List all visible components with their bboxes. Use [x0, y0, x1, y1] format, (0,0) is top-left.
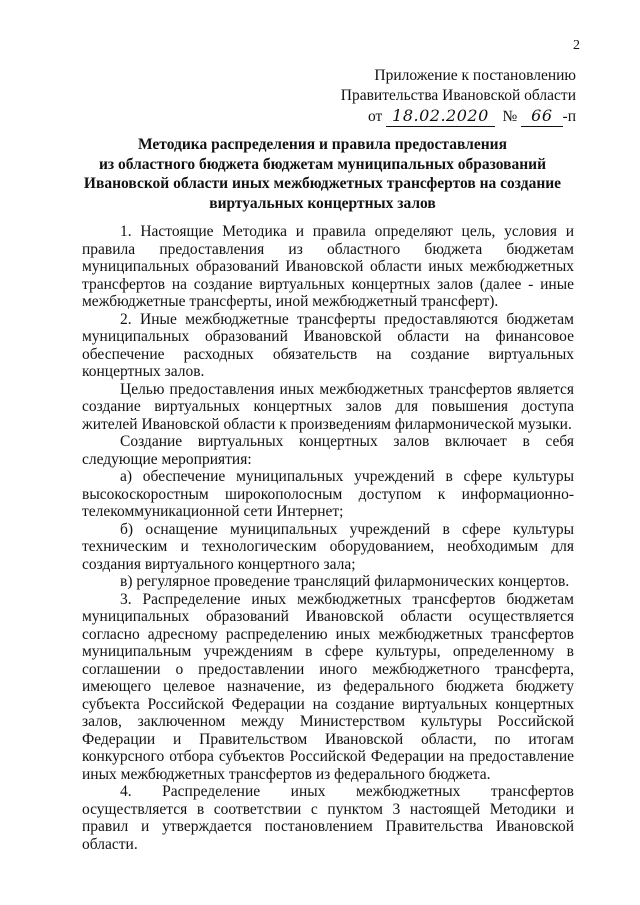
paragraph: 3. Распределение иных межбюджетных трансфертов бюджетам муниципальных образований Ивановской области осуществляется согласно адресному распределению иных межбюджетных трансфертов муниципальным учреждениям в сфере культуры, определенному в соглашении о предоставлении иного межбюджетного трансферта, имеющего целевое назначение, из федерального бюджета бюджету субъекта Российской Федерации на создание виртуальных концертных залов, заключенном между Министерством культуры Российской Федерации и Правительством Ивановской области, по итогам конкурсного отбора субъектов Российской Федерации на предоставление иных межбюджетных трансфертов из федерального бюджета. [82, 590, 574, 783]
paragraph: 4. Распределение иных межбюджетных трансфертов осуществляется в соответствии с пунктом 3 настоящей Методики и правил и утверждается постановлением Правительства Ивановской области. [82, 783, 574, 853]
appendix-header [330, 66, 576, 127]
document-title [70, 135, 575, 213]
paragraph: а) обеспечение муниципальных учреждений в сфере культуры высокоскоростным широкополосным доступом к информационно-телекоммуникационной сети Интернет; [82, 468, 574, 520]
title-line: виртуальных концертных залов [209, 194, 436, 212]
page-number: 2 [573, 38, 580, 53]
paragraph: Целью предоставления иных межбюджетных трансфертов является создание виртуальных концертных залов для повышения доступа жителей Ивановской области к произведениям филармонической музыки. [82, 380, 574, 433]
paragraph: 2. Иные межбюджетные трансферты предоставляются бюджетам муниципальных образований Ивановской области на финансовое обеспечение расходных обязательств на создание виртуальных концертных залов. [82, 310, 574, 380]
paragraph: б) оснащение муниципальных учреждений в сфере культуры техническим и технологическим оборудованием, необходимым для создания виртуального концертного зала; [82, 520, 574, 573]
number-suffix: -п [562, 108, 576, 125]
number-label: № [502, 108, 518, 125]
resolution-reference [330, 106, 576, 127]
from-label: от [367, 108, 383, 125]
appendix-line-1: Приложение к постановлению [374, 67, 576, 84]
title-line: Методика распределения и правила предоставления [138, 136, 507, 153]
resolution-number: 66 [521, 106, 562, 127]
paragraph: 1. Настоящие Методика и правила определяют цель, условия и правила предоставления из областного бюджета бюджетам муниципальных образований Ивановской области иных межбюджетных трансфертов на создание виртуальных концертных залов (далее - иные межбюджетные трансферты, иной межбюджетный трансферт). [82, 223, 574, 310]
paragraph: Создание виртуальных концертных залов включает в себя следующие мероприятия: [82, 433, 574, 468]
document-body [82, 223, 574, 853]
title-line: Ивановской области иных межбюджетных трансфертов на создание [83, 175, 562, 192]
resolution-date: 18.02.2020 [386, 106, 495, 127]
appendix-line-2: Правительства Ивановской области [340, 87, 576, 104]
title-line: из областного бюджета бюджетам муниципальных образований [98, 155, 547, 173]
paragraph: в) регулярное проведение трансляций филармонических концертов. [120, 573, 570, 590]
